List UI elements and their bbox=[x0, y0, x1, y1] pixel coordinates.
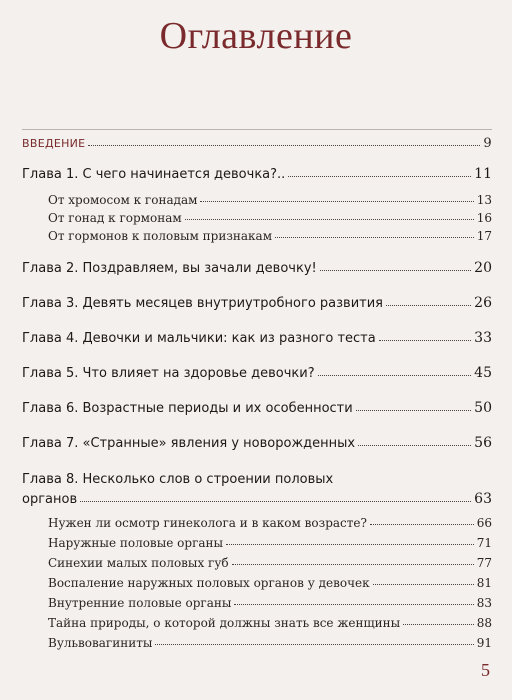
toc-page-number: 56 bbox=[474, 435, 492, 451]
toc-entry-chapter-8-line1[interactable]: Глава 8. Несколько слов о строении половых bbox=[22, 472, 334, 487]
dot-leader bbox=[370, 524, 474, 525]
dot-leader bbox=[379, 340, 471, 341]
dot-leader bbox=[155, 644, 473, 645]
toc-entry-chapter-8[interactable] bbox=[22, 491, 492, 507]
toc-entry-label: Тайна природы, о которой должны знать все женщины bbox=[48, 616, 401, 630]
dot-leader bbox=[200, 201, 473, 202]
toc-page-number: 50 bbox=[474, 400, 492, 416]
toc-entry-chapter-6[interactable] bbox=[22, 400, 492, 416]
toc-page-number: 17 bbox=[476, 229, 492, 243]
toc-entry-label: От гонад к гормонам bbox=[48, 211, 182, 225]
toc-subentry[interactable] bbox=[48, 616, 492, 630]
toc-entry-label: Глава 6. Возрастные периоды и их особенности bbox=[22, 401, 353, 416]
dot-leader bbox=[88, 145, 480, 146]
toc-entry-label: Глава 5. Что влияет на здоровье девочки? bbox=[22, 366, 315, 381]
dot-leader bbox=[358, 445, 471, 446]
dot-leader bbox=[232, 564, 474, 565]
dot-leader bbox=[320, 270, 471, 271]
toc-page-number: 45 bbox=[474, 365, 492, 381]
dot-leader bbox=[226, 544, 474, 545]
toc-subentry[interactable] bbox=[48, 576, 492, 590]
toc-subentry[interactable] bbox=[48, 596, 492, 610]
toc-page-number: 83 bbox=[476, 596, 492, 610]
toc-entry-label: От гормонов к половым признакам bbox=[48, 229, 273, 243]
toc-page-number: 16 bbox=[476, 211, 492, 225]
dot-leader bbox=[234, 604, 473, 605]
toc-subentry[interactable] bbox=[48, 211, 492, 225]
toc-page-number: 33 bbox=[474, 330, 492, 346]
dot-leader bbox=[275, 237, 474, 238]
dot-leader bbox=[356, 410, 471, 411]
toc-page-number: 88 bbox=[476, 616, 492, 630]
toc-entry-label: Вульвовагиниты bbox=[48, 636, 153, 650]
toc-entry-label: Глава 7. «Странные» явления у новорожденных bbox=[22, 436, 356, 451]
toc-page-number: 71 bbox=[476, 536, 492, 550]
toc-entry-label: Внутренние половые органы bbox=[48, 596, 232, 610]
toc-subentry[interactable] bbox=[48, 516, 492, 530]
toc-subentry[interactable] bbox=[48, 229, 492, 243]
toc-subentry[interactable] bbox=[48, 193, 492, 207]
dot-leader bbox=[185, 219, 474, 220]
dot-leader bbox=[318, 375, 472, 376]
toc-page-number: 20 bbox=[474, 260, 492, 276]
dot-leader bbox=[386, 305, 471, 306]
dot-leader bbox=[403, 624, 474, 625]
toc-entry-label: От хромосом к гонадам bbox=[48, 193, 198, 207]
dot-leader bbox=[288, 176, 471, 177]
toc-entry-label: Нужен ли осмотр гинеколога и в каком возрасте? bbox=[48, 516, 367, 530]
toc-entry-label: Глава 1. С чего начинается девочка?.. bbox=[22, 167, 286, 182]
toc-entry-chapter-5[interactable] bbox=[22, 365, 492, 381]
toc-entry-label: органов bbox=[22, 492, 78, 507]
folio-page-number: 5 bbox=[481, 660, 490, 680]
toc-page-number: 66 bbox=[476, 516, 492, 530]
toc-entry-label: Воспаление наружных половых органов у девочек bbox=[48, 576, 370, 590]
toc-entry-label: Глава 3. Девять месяцев внутриутробного развития bbox=[22, 296, 383, 311]
toc-entry-label: Глава 4. Девочки и мальчики: как из разного теста bbox=[22, 331, 376, 346]
toc-entry-label: Наружные половые органы bbox=[48, 536, 224, 550]
page-title: Оглавление bbox=[159, 15, 353, 57]
toc-subentry[interactable] bbox=[48, 636, 492, 650]
toc-page-number: 11 bbox=[474, 166, 492, 182]
toc-page-number: 13 bbox=[476, 193, 492, 207]
toc-entry-label: Синехии малых половых губ bbox=[48, 556, 229, 570]
toc-entry-chapter-3[interactable] bbox=[22, 295, 492, 311]
toc-page-number: 91 bbox=[476, 636, 492, 650]
toc-page-number: 26 bbox=[474, 295, 492, 311]
toc-page-number: 63 bbox=[474, 491, 492, 507]
dot-leader bbox=[373, 584, 474, 585]
toc-entry-chapter-1[interactable] bbox=[22, 166, 492, 182]
toc-entry-intro[interactable] bbox=[22, 136, 492, 151]
toc-page-number: 77 bbox=[476, 556, 492, 570]
title-divider bbox=[22, 129, 492, 130]
toc-entry-chapter-2[interactable] bbox=[22, 260, 492, 276]
toc-entry-chapter-4[interactable] bbox=[22, 330, 492, 346]
dot-leader bbox=[80, 501, 471, 502]
toc-entry-label: Глава 2. Поздравляем, вы зачали девочку! bbox=[22, 261, 317, 276]
toc-subentry[interactable] bbox=[48, 536, 492, 550]
toc-page-number: 9 bbox=[483, 136, 492, 151]
toc-entry-chapter-7[interactable] bbox=[22, 435, 492, 451]
toc-subentry[interactable] bbox=[48, 556, 492, 570]
toc-entry-label: ВВЕДЕНИЕ bbox=[22, 137, 86, 150]
toc-page-number: 81 bbox=[476, 576, 492, 590]
